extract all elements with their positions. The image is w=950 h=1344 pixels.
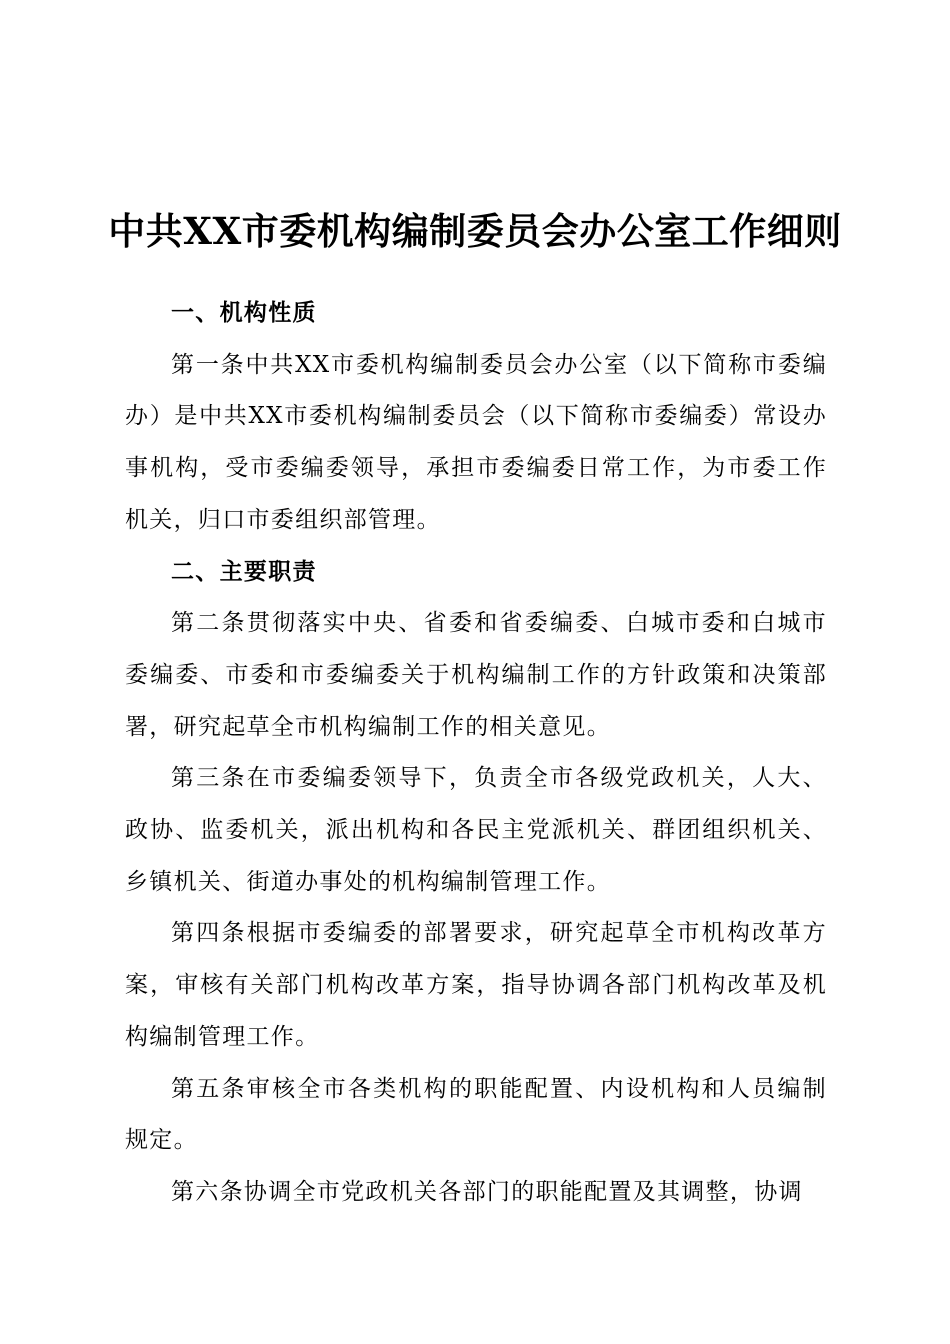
article-1: 第一条中共XX市委机构编制委员会办公室（以下简称市委编办）是中共XX市委机构编制委员会（以下简称市委编委）常设办事机构，受市委编委领导，承担市委编委日常工作，为市委工作机关，归口市委组织部管理。 <box>125 351 827 533</box>
document-title: 中共XX市委机构编制委员会办公室工作细则 <box>108 209 842 253</box>
section-heading-nature: 一、机构性质 <box>171 300 317 326</box>
article-4: 第四条根据市委编委的部署要求，研究起草全市机构改革方案，审核有关部门机构改革方案，指导协调各部门机构改革及机构编制管理工作。 <box>125 920 827 1050</box>
article-5: 第五条审核全市各类机构的职能配置、内设机构和人员编制规定。 <box>125 1075 827 1154</box>
article-3: 第三条在市委编委领导下，负责全市各级党政机关，人大、政协、监委机关，派出机构和各民主党派机关、群团组织机关、乡镇机关、街道办事处的机构编制管理工作。 <box>125 765 827 895</box>
document-body <box>125 288 827 1219</box>
article-2: 第二条贯彻落实中央、省委和省委编委、白城市委和白城市委编委、市委和市委编委关于机构编制工作的方针政策和决策部署，研究起草全市机构编制工作的相关意见。 <box>125 610 827 740</box>
article-6: 第六条协调全市党政机关各部门的职能配置及其调整，协调 <box>171 1178 803 1205</box>
section-heading-duties: 二、主要职责 <box>171 558 317 585</box>
